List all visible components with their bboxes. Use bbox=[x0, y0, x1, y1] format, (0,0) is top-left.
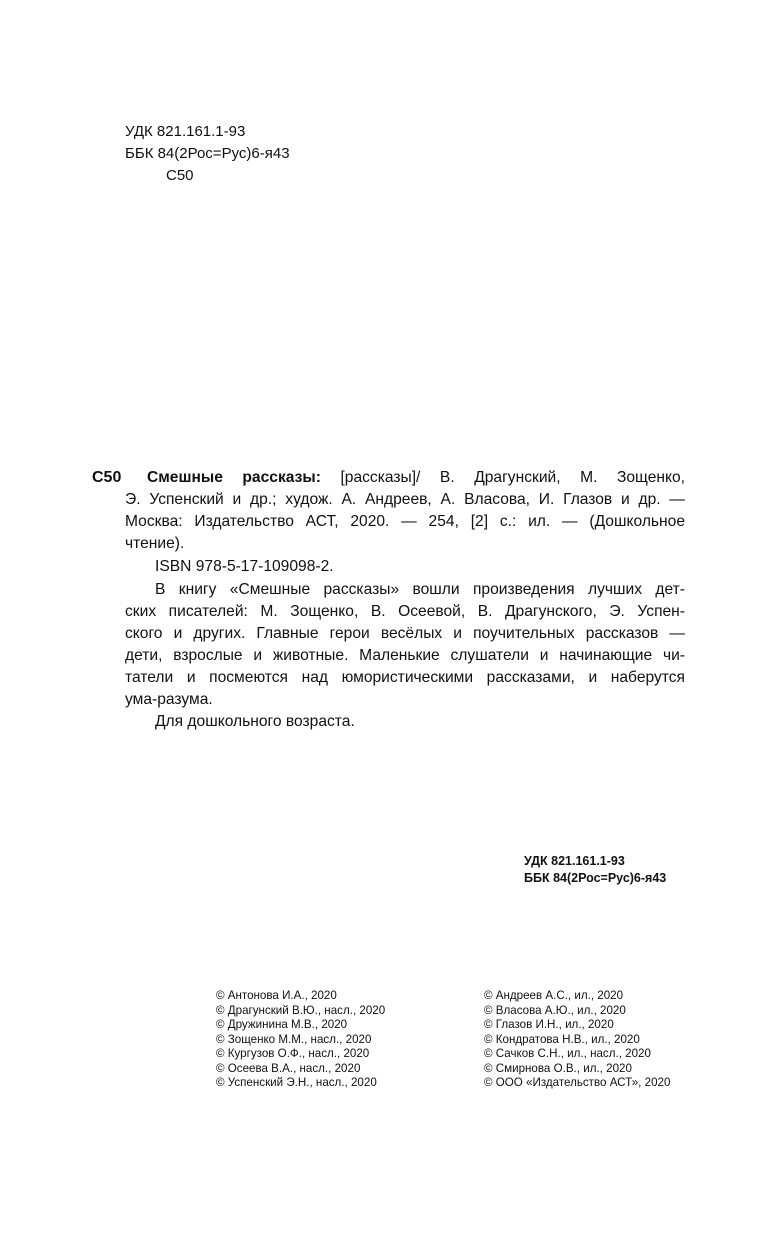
udk-code-bottom: УДК 821.161.1-93 bbox=[524, 854, 625, 868]
copyright-item: © Успенский Э.Н., насл., 2020 bbox=[216, 1076, 377, 1089]
annotation-line-2: ских писателей: М. Зощенко, В. Осеевой, В. Драгунского, Э. Успен- bbox=[125, 603, 685, 620]
annotation-line-6: ума-разума. bbox=[125, 691, 213, 708]
copyright-item: © Зощенко М.М., насл., 2020 bbox=[216, 1032, 372, 1046]
copyright-item: © Глазов И.Н., ил., 2020 bbox=[484, 1018, 614, 1031]
copyright-list-left bbox=[216, 989, 385, 1091]
entry-line-1 bbox=[147, 467, 685, 489]
annotation-line-5: татели и посмеются над юмористическими рассказами, и наберутся bbox=[125, 669, 685, 686]
annotation-line-3: ского и других. Главные герои весёлых и поучительных рассказов — bbox=[125, 625, 685, 642]
copyright-list-right bbox=[484, 989, 670, 1091]
entry-line-2: Э. Успенский и др.; худож. А. Андреев, А. Власова, И. Глазов и др. — bbox=[125, 491, 685, 508]
copyright-item: © Дружинина М.В., 2020 bbox=[216, 1018, 348, 1031]
copyright-item: © Антонова И.А., 2020 bbox=[216, 989, 337, 1002]
entry-line-4: чтение). bbox=[125, 535, 185, 552]
entry-line-1-rest: [рассказы]/ В. Драгунский, М. Зощенко, bbox=[340, 469, 685, 486]
copyright-item: © Смирнова О.В., ил., 2020 bbox=[484, 1061, 632, 1075]
copyright-item: © Власова А.Ю., ил., 2020 bbox=[484, 1003, 626, 1017]
classification-top bbox=[125, 121, 290, 187]
bbk-code: ББК 84(2Рос=Рус)6-я43 bbox=[125, 145, 290, 162]
copyright-item: © Андреев А.С., ил., 2020 bbox=[484, 989, 624, 1002]
annotation-line-4: дети, взрослые и животные. Маленькие слушатели и начинающие чи- bbox=[125, 647, 685, 664]
annotation-line-1: В книгу «Смешные рассказы» вошли произведения лучших дет- bbox=[155, 581, 685, 598]
classification-bottom bbox=[524, 853, 666, 887]
copyright-item: © ООО «Издательство АСТ», 2020 bbox=[484, 1076, 671, 1089]
entry-author-mark: С50 bbox=[92, 469, 122, 486]
audience-note: Для дошкольного возраста. bbox=[155, 713, 355, 730]
copyright-item: © Драгунский В.Ю., насл., 2020 bbox=[216, 1003, 386, 1017]
copyright-item: © Кондратова Н.В., ил., 2020 bbox=[484, 1032, 640, 1046]
entry-line-3: Москва: Издательство АСТ, 2020. — 254, [2] с.: ил. — (Дошкольное bbox=[125, 513, 685, 530]
copyright-item: © Сачков С.Н., ил., насл., 2020 bbox=[484, 1047, 651, 1060]
isbn: ISBN 978-5-17-109098-2. bbox=[155, 558, 334, 575]
copyright-item: © Осеева В.А., насл., 2020 bbox=[216, 1061, 361, 1075]
copyright-item: © Кургузов О.Ф., насл., 2020 bbox=[216, 1047, 370, 1060]
udk-code: УДК 821.161.1-93 bbox=[125, 123, 246, 140]
bbk-code-bottom: ББК 84(2Рос=Рус)6-я43 bbox=[524, 871, 667, 885]
author-mark: С50 bbox=[166, 167, 194, 184]
book-title: Смешные рассказы: bbox=[147, 469, 321, 486]
